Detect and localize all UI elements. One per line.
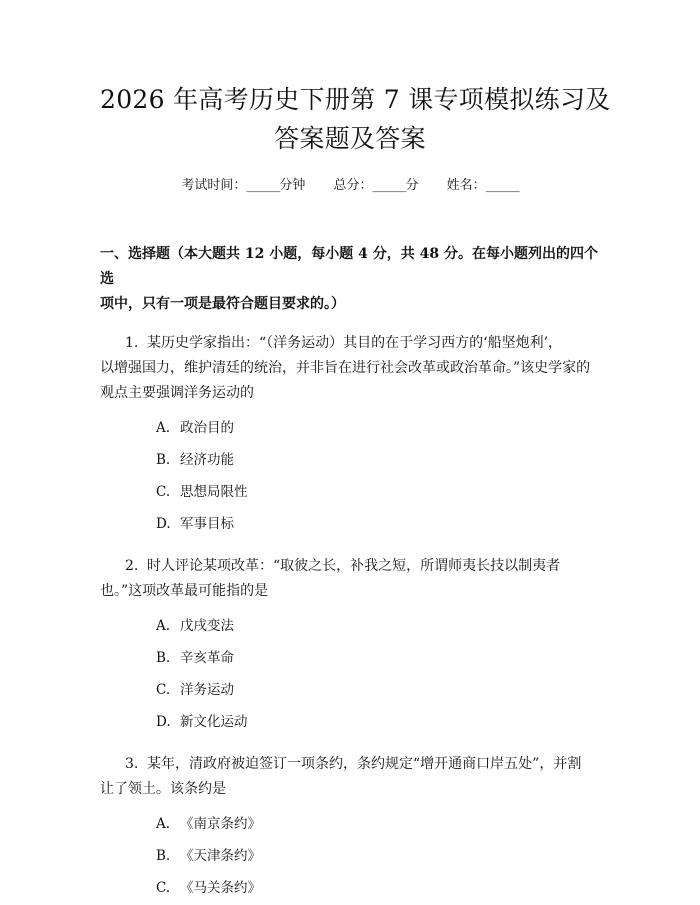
score-unit: 分 <box>405 178 419 193</box>
option-text: 思想局限性 <box>180 484 248 500</box>
question-2-stem-line-2: 也。”这项改革最可能指的是 <box>100 583 269 599</box>
question-3 <box>100 752 600 802</box>
option-letter: B. <box>156 650 171 666</box>
option-text: 经济功能 <box>180 452 234 468</box>
name-label: 姓名： <box>446 178 486 193</box>
option-letter: D. <box>156 714 171 730</box>
question-3-stem-line-2: 让了领土。该条约是 <box>100 781 226 797</box>
question-3-options <box>100 808 600 904</box>
question-3-option-b <box>156 840 600 872</box>
option-letter: A. <box>156 816 171 832</box>
name-blank: ______ <box>485 178 519 193</box>
question-1-stem-text-1: 某历史学家指出：“（洋务运动）其目的在于学习西方的‘船坚炮利’， <box>147 335 563 351</box>
option-text: 军事目标 <box>180 516 234 532</box>
exam-name <box>447 176 519 196</box>
option-letter: C. <box>156 880 171 896</box>
page-title <box>100 80 611 158</box>
question-2 <box>100 554 600 604</box>
option-text: 新文化运动 <box>180 714 248 730</box>
question-2-stem-text-1: 时人评论某项改革：“取彼之长，补我之短，所谓师夷长技以制夷者 <box>147 558 561 574</box>
question-1-options <box>100 412 600 540</box>
question-1-stem-line-1 <box>100 331 600 356</box>
question-3-option-c <box>156 872 600 904</box>
title-line-1: 2026 年高考历史下册第 7 课专项模拟练习及 <box>100 85 611 114</box>
question-2-option-b <box>156 642 600 674</box>
question-1-stem-line-3: 观点主要强调洋务运动的 <box>100 385 254 401</box>
option-text: 辛亥革命 <box>180 650 234 666</box>
option-letter: D. <box>156 516 171 532</box>
section-heading <box>100 242 600 317</box>
question-2-option-c <box>156 674 600 706</box>
question-1-option-a <box>156 412 600 444</box>
section-heading-line-2: 项中，只有一项是最符合题目要求的。） <box>100 296 345 312</box>
question-1-option-d <box>156 508 600 540</box>
question-3-stem-text-1: 某年，清政府被迫签订一项条约，条约规定“增开通商口岸五处”，并割 <box>147 756 582 772</box>
time-blank: ______ <box>246 178 280 193</box>
exam-time <box>181 176 305 196</box>
question-3-option-a <box>156 808 600 840</box>
option-text: 《马关条约》 <box>180 880 261 896</box>
option-text: 政治目的 <box>180 420 234 436</box>
option-letter: A. <box>156 420 171 436</box>
option-letter: C. <box>156 682 171 698</box>
exam-score <box>333 176 418 196</box>
question-1-stem-line-2: 以增强国力，维护清廷的统治，并非旨在进行社会改革或政治革命。”该史学家的 <box>100 360 591 376</box>
option-letter: B. <box>156 452 171 468</box>
score-label: 总分： <box>333 178 373 193</box>
score-blank: ______ <box>372 178 406 193</box>
title-line-2: 答案题及答案 <box>274 124 426 153</box>
question-2-option-a <box>156 610 600 642</box>
option-text: 洋务运动 <box>180 682 234 698</box>
question-3-stem-line-1 <box>100 752 600 777</box>
question-1-option-b <box>156 444 600 476</box>
question-2-option-d <box>156 706 600 738</box>
question-3-number: 3. <box>125 756 139 772</box>
option-text: 《南京条约》 <box>180 816 261 832</box>
question-1 <box>100 331 600 406</box>
time-unit: 分钟 <box>279 178 306 193</box>
option-text: 《天津条约》 <box>180 848 261 864</box>
question-1-number: 1. <box>125 335 139 351</box>
question-2-options <box>100 610 600 738</box>
option-letter: B. <box>156 848 171 864</box>
question-2-stem-line-1 <box>100 554 600 579</box>
question-1-option-c <box>156 476 600 508</box>
time-label: 考试时间： <box>181 178 247 193</box>
question-2-number: 2. <box>125 558 139 574</box>
option-letter: C. <box>156 484 171 500</box>
section-heading-line-1: 一、选择题（本大题共 12 小题，每小题 4 分，共 48 分。在每小题列出的四个选 <box>100 246 598 287</box>
option-letter: A. <box>156 618 171 634</box>
option-text: 戊戌变法 <box>180 618 234 634</box>
exam-meta <box>100 176 600 196</box>
